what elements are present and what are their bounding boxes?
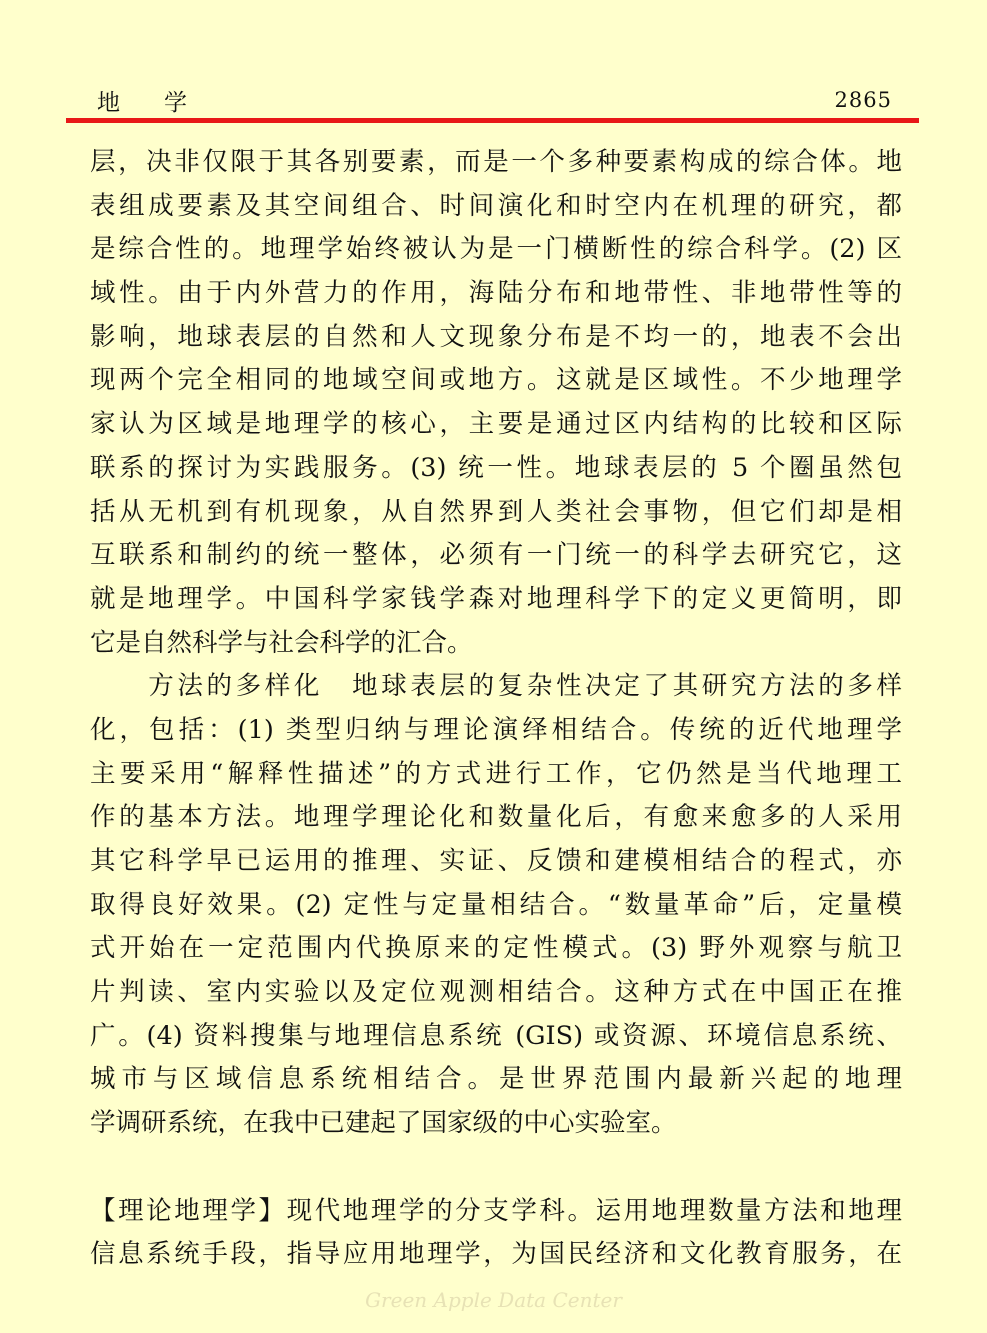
text-line: 方法的多样化 地球表层的复杂性决定了其研究方法的多样	[90, 671, 902, 702]
text-line: 联系的探讨为实践服务。(3) 统一性。地球表层的 5 个圈虽然包	[90, 452, 902, 483]
text-line: 式开始在一定范围内代换原来的定性模式。(3) 野外观察与航卫	[90, 933, 902, 964]
text-line: 【理论地理学】现代地理学的分支学科。运用地理数量方法和地理	[90, 1195, 902, 1226]
text-line: 域性。由于内外营力的作用，海陆分布和地带性、非地带性等的	[90, 278, 902, 309]
text-line: 其它科学早已运用的推理、实证、反馈和建模相结合的程式，亦	[90, 846, 902, 876]
header-rule	[66, 118, 919, 123]
text-line: 城市与区域信息系统相结合。是世界范围内最新兴起的地理	[90, 1064, 902, 1095]
text-line: 它是自然科学与社会科学的汇合。	[90, 627, 473, 658]
paragraph-gap	[90, 1146, 902, 1190]
text-line: 就是地理学。中国科学家钱学森对地理科学下的定义更简明，即	[90, 583, 902, 614]
text-line: 现两个完全相同的地域空间或地方。这就是区域性。不少地理学	[90, 365, 902, 396]
text-line: 是综合性的。地理学始终被认为是一门横断性的综合科学。(2) 区	[90, 234, 902, 265]
text-line: 作的基本方法。地理学理论化和数量化后，有愈来愈多的人采用	[90, 802, 902, 833]
text-line: 主要采用“解释性描述”的方式进行工作，它仍然是当代地理工	[90, 758, 902, 789]
text-line: 影响，地球表层的自然和人文现象分布是不均一的，地表不会出	[90, 321, 902, 352]
watermark: Green Apple Data Center	[365, 1288, 622, 1312]
text-line: 括从无机到有机现象，从自然界到人类社会事物，但它们却是相	[90, 496, 902, 527]
text-line: 信息系统手段，指导应用地理学，为国民经济和文化教育服务，在	[90, 1239, 902, 1270]
header-title: 地学	[97, 90, 231, 116]
text-line: 广。(4) 资料搜集与地理信息系统 (GIS) 或资源、环境信息系统、	[90, 1020, 902, 1051]
text-line: 化，包括：(1) 类型归纳与理论演绎相结合。传统的近代地理学	[90, 714, 902, 745]
text-line: 表组成要素及其空间组合、时间演化和时空内在机理的研究，都	[90, 190, 902, 221]
text-line: 取得良好效果。(2) 定性与定量相结合。“数量革命”后，定量模	[90, 889, 902, 920]
text-line: 学调研系统，在我中已建起了国家级的中心实验室。	[90, 1108, 677, 1139]
text-line: 互联系和制约的统一整体，必须有一门统一的科学去研究它，这	[90, 540, 902, 571]
text-line: 家认为区域是地理学的核心，主要是通过区内结构的比较和区际	[90, 409, 902, 440]
page-header	[0, 0, 987, 125]
text-line: 片判读、室内实验以及定位观测相结合。这种方式在中国正在推	[90, 977, 902, 1008]
body-text	[90, 141, 902, 1277]
text-line: 层，决非仅限于其各别要素，而是一个多种要素构成的综合体。地	[90, 147, 902, 177]
page-number: 2865	[834, 88, 892, 112]
